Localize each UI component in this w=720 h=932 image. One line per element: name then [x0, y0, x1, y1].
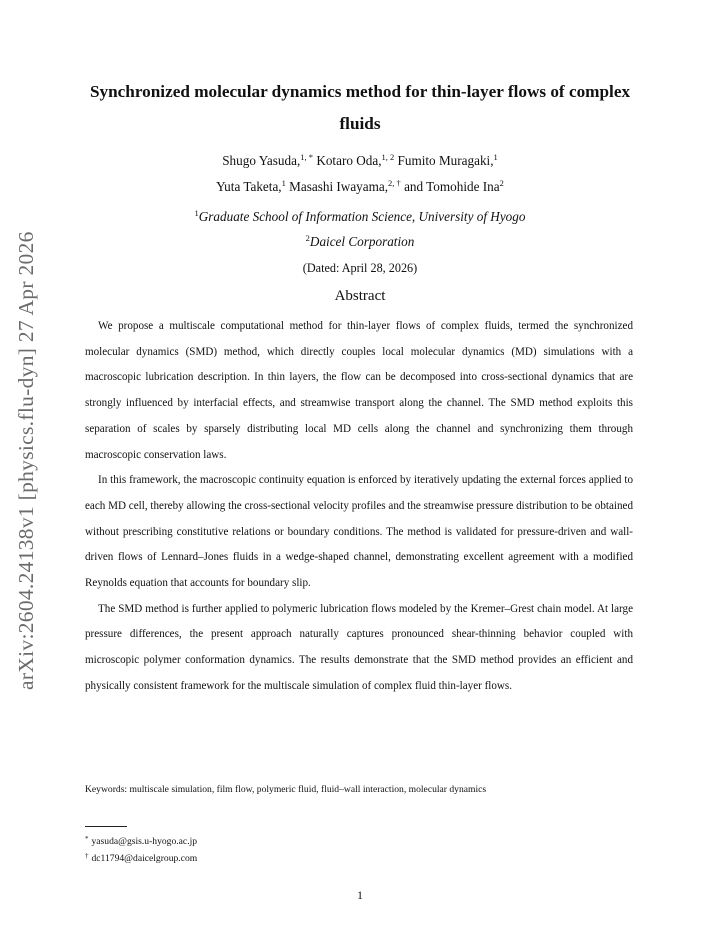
abstract-paragraph: In this framework, the macroscopic continuity equation is enforced by iteratively updating the external forces applied to each MD cell, thereby allowing the cross-sectional velocity profiles and the streamwise pressure distribution to be obtained without prescribing constitutive relations or boundary conditions. The method is validated for pressure-driven and wall-driven flows of Lennard–Jones fluids in a wedge-shaped channel, demonstrating excellent agreement with a modified Reynolds equation that accounts for boundary slip. [85, 474, 633, 590]
footnote-text: yasuda@gsis.u-hyogo.ac.jp [91, 836, 198, 847]
affiliation-1 [80, 208, 640, 226]
keywords: Keywords: multiscale simulation, film flow, polymeric fluid, fluid–wall interaction, molecular dynamics [85, 784, 487, 795]
author-affiliation-mark: 1, 2 [381, 152, 395, 162]
footnote-divider [85, 826, 127, 827]
footnote-text: dc11794@daicelgroup.com [91, 853, 198, 864]
author-line-2 [80, 178, 640, 196]
abstract-paragraph: We propose a multiscale computational method for thin-layer flows of complex fluids, termed the synchronized molecular dynamics (SMD) method, which directly couples local molecular dynamics (MD) simulations with a macroscopic lubrication description. In thin layers, the flow can be decomposed into cross-sectional dynamics that are strongly influenced by interfacial effects, and streamwise transport along the channel. The SMD method exploits this separation of scales by sparsely distributing local MD cells along the channel and synchronizing them through macroscopic conservation laws. [85, 320, 633, 461]
author-name: Shugo Yasuda, [222, 153, 301, 168]
footnote-email-1 [85, 832, 197, 849]
footnote-email-2 [85, 849, 197, 866]
affiliation-mark: 1 [194, 208, 199, 218]
abstract-heading: Abstract [334, 288, 386, 304]
author-affiliation-mark: 1 [493, 152, 498, 162]
author-affiliation-mark: 2 [499, 178, 504, 188]
author-name: Yuta Taketa, [216, 179, 282, 194]
affiliation-mark: 2 [305, 233, 310, 243]
affiliation-2 [80, 233, 640, 251]
abstract-paragraph: The SMD method is further applied to polymeric lubrication flows modeled by the Kremer–Grest chain model. At large pressure differences, the present approach naturally captures pronounced shear-thinning behavior coupled with microscopic polymer conformation dynamics. The results demonstrate that the SMD method provides an efficient and physically consistent framework for the multiscale simulation of complex fluid thin-layer flows. [85, 602, 633, 692]
author-affiliation-mark: 2, † [388, 178, 401, 188]
affiliation-text: Daicel Corporation [309, 234, 415, 249]
abstract-body [85, 314, 633, 700]
affiliation-text: Graduate School of Information Science, University of Hyogo [198, 209, 526, 224]
author-name: and Tomohide Ina [404, 179, 500, 194]
author-affiliation-mark: 1 [281, 178, 286, 188]
author-name: Fumito Muragaki, [397, 153, 494, 168]
paper-title: Synchronized molecular dynamics method for thin-layer flows of complex fluids [89, 82, 631, 133]
footnote-mark: * [85, 835, 89, 843]
author-line-1 [80, 152, 640, 170]
author-name: Masashi Iwayama, [289, 179, 389, 194]
page-number: 1 [357, 888, 363, 902]
author-name: Kotaro Oda, [316, 153, 382, 168]
arxiv-identifier-stamp: arXiv:2604.24138v1 [physics.flu-dyn] 27 Apr 2026 [14, 231, 38, 690]
author-affiliation-mark: 1, * [300, 152, 314, 162]
date-line: (Dated: April 28, 2026) [302, 261, 418, 275]
footnote-mark: † [85, 852, 89, 860]
